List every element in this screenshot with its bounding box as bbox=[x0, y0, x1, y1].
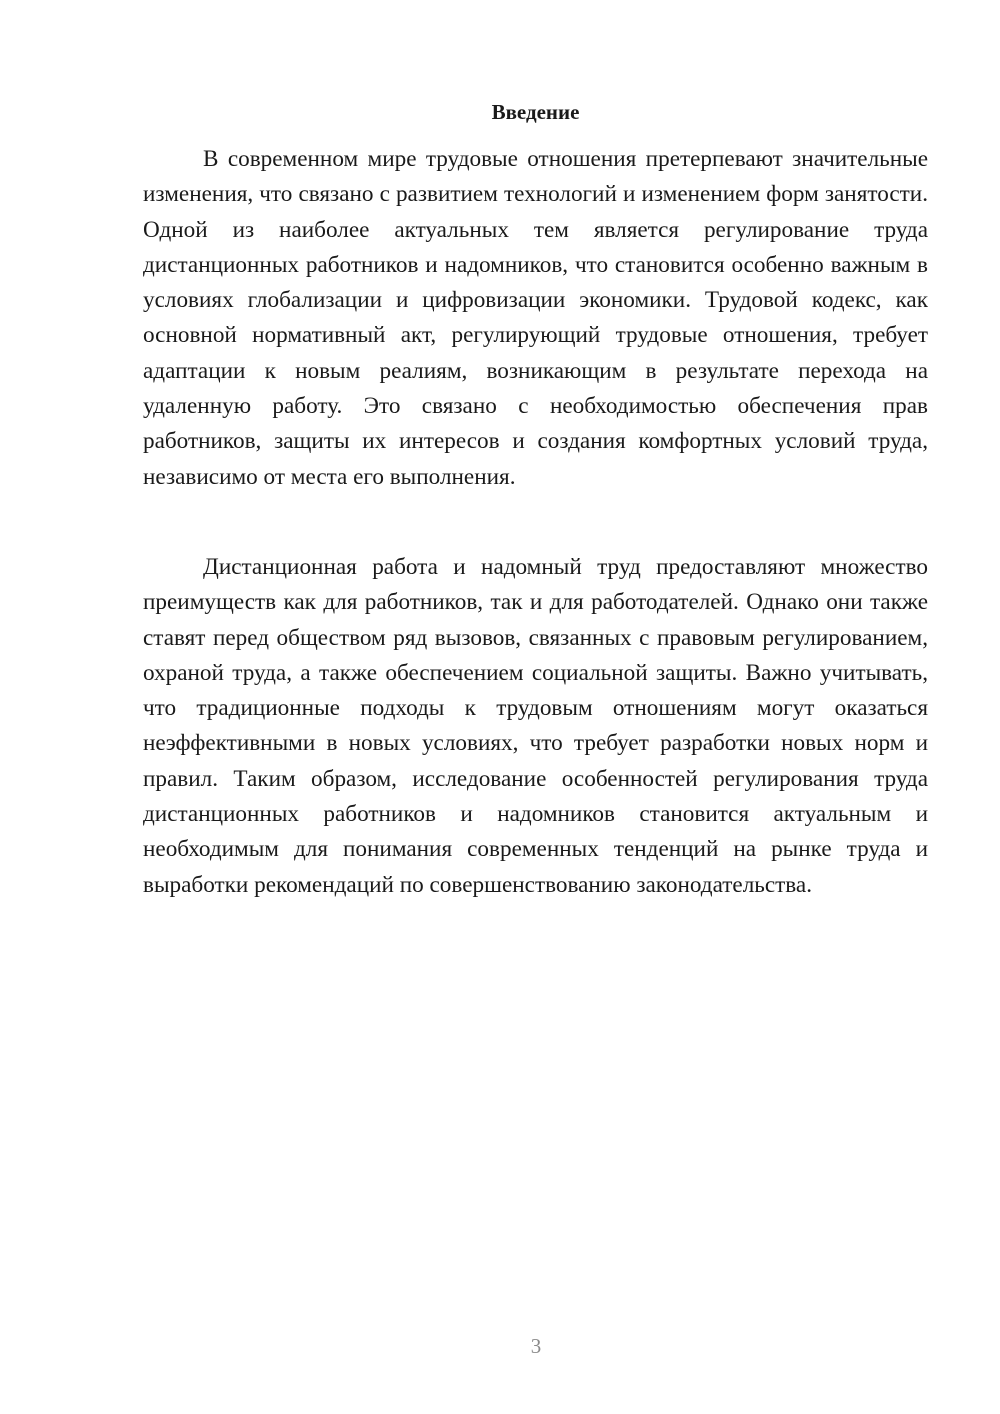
paragraph-1: В современном мире трудовые отношения претерпевают значительные изменения, что связано с развитием технологий и изменением форм занятости. Одной из наиболее актуальных тем является регулирование труда дистанционных работников и надомников, что становится особенно важным в условиях глобализации и цифровизации экономики. Трудовой кодекс, как основной нормативный акт, регулирующий трудовые отношения, требует адаптации к новым реалиям, возникающим в результате перехода на удаленную работу. Это связано с необходимостью обеспечения прав работников, защиты их интересов и создания комфортных условий труда, независимо от места его выполнения. bbox=[143, 146, 928, 490]
paragraph-2: Дистанционная работа и надомный труд предоставляют множество преимуществ как для работников, так и для работодателей. Однако они также ставят перед обществом ряд вызовов, связанных с правовым регулированием, охраной труда, а также обеспечением социальной защиты. Важно учитывать, что традиционные подходы к трудовым отношениям могут оказаться неэффективными в новых условиях, что требует разработки новых норм и правил. Таким образом, исследование особенностей регулирования труда дистанционных работников и надомников становится актуальным и необходимым для понимания современных тенденций на рынке труда и выработки рекомендаций по совершенствованию законодательства. bbox=[143, 554, 928, 898]
paragraph-2-block bbox=[143, 550, 928, 903]
section-heading: Введение bbox=[491, 100, 580, 124]
page-number: 3 bbox=[530, 1334, 542, 1358]
paragraph-1-block bbox=[143, 142, 928, 495]
